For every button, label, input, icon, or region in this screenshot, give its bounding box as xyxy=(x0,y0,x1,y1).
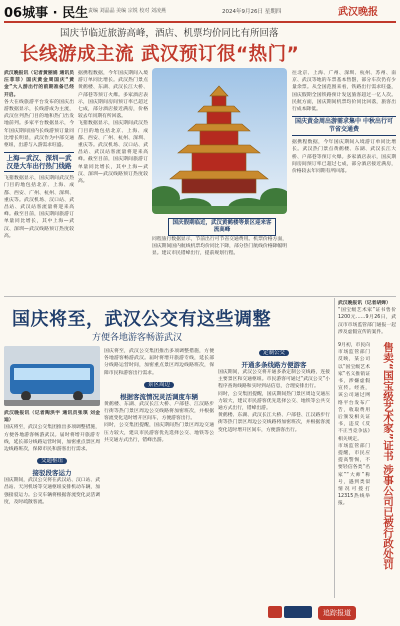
newspaper-logo: 武汉晚报 xyxy=(338,7,378,18)
story-subhead: 根据客流情况灵活调度车辆 xyxy=(120,392,198,401)
story-subhead: 接驳段客运力 xyxy=(32,469,72,478)
yellow-crane-tower-photo xyxy=(152,68,287,214)
wuhan-evening-news-logo xyxy=(268,604,312,620)
bus-photo xyxy=(4,346,100,406)
story-byline: 武汉晚报讯（记者黄丽娟 通讯员汪菲菲）国庆黄金周国庆“黄金”大人游出行的前期准备已经开启。 xyxy=(4,71,74,98)
story-column-2 xyxy=(78,70,148,290)
section-title: 06城事 · 民生 xyxy=(4,6,89,21)
story-subhead: 国庆黄金周出游需求集中 中秋出行可节省交通费 xyxy=(292,116,396,136)
sidebar-byline: 武汉晚报讯（记者胡婵） xyxy=(338,301,391,306)
story-kicker: 国庆节临近旅游高峰，酒店、机票均价同比有所回落 xyxy=(60,28,279,39)
story-paragraph: 黄鹤楼、东湖、武汉长江大桥、户部巷、江汉路步行街等热门景区周边公交线路将加密班次，并根据客流变化适时增开区间车，方便游客出行。 xyxy=(104,401,214,422)
bus-column-2 xyxy=(104,348,214,600)
story-column-1 xyxy=(4,70,74,290)
story-paragraph: 飞猪数据显示，国庆期间武汉热门目的地包括北京、上海、成都、西安、广州、杭州、深圳、重庆等。武汉机场、汉口站、武昌站、武汉站客流量将迎来高峰。截至目前，国庆期间旅游订单量同比增长，其中上海—武汉、深圳—武汉线路预订热度较高。 xyxy=(78,121,148,185)
sidebar-paragraph: 市场监管部门提醒，市民应提高警惕，不要轻信各类“名家”“大师”称号，遇到类似情况可拨打12315热线举报。 xyxy=(338,443,370,507)
story-paragraph: 黄鹤楼、东湖、武汉长江大桥、户部巷、江汉路步行街等热门景区周边公交线路将加密班次，并根据客流变化适时增开区间车，方便游客出行。 xyxy=(218,413,330,433)
story-subhead: 开通多条线路方便游客 xyxy=(241,361,307,369)
follow-up-report-button[interactable]: 追踪报道 xyxy=(318,606,356,620)
story-paragraph: 国庆将至，武汉公交集团推出多项调整措施，方便各地游客畅游武汉。届时将增开旅游专线，延长部分线路运营时间，加密重点景区周边线路班次，保障市民和游客出行需求。 xyxy=(4,425,100,453)
bus-story-subtitle: 方便各地游客畅游武汉 xyxy=(92,333,183,343)
issue-date: 2024年9月26日 星期四 xyxy=(222,9,282,15)
story-paragraph: 据携程数据，今年国庆期间入境游订单同比增长。武汉热门景点黄鹤楼、东湖、武汉长江大桥、户部巷等预订火爆。多家酒店表示，国庆期间房间预订率已超过七成，部分酒店接近满房，价格较去年同期有所回落。 xyxy=(78,71,148,120)
story-paragraph: 国庆将至，武汉公交集团推出多项调整措施，方便各地游客畅游武汉。届时将增开旅游专线，延长部分线路运营时间，加密重点景区周边线路班次，保障市民和游客出行需求。 xyxy=(104,349,214,376)
story-paragraph: 飞猪数据显示，国庆期间武汉热门目的地包括北京、上海、成都、西安、广州、杭州、深圳、重庆等。武汉机场、汉口站、武昌站、武汉站客流量将迎来高峰。截至目前，国庆期间旅游订单量同比增长，其中上海—武汉、深圳—武汉线路预订热度较高。 xyxy=(4,176,74,239)
section-pill-hub: 交通枢纽 xyxy=(37,458,67,464)
story-paragraph: 各大在线旅游平台发布的国庆出游数据显示，长线游成为主流，武汉位列热门目的地和热门出发地前列。多家平台数据显示，今年国庆期间国内长线游预订量同比增长明显，武汉作为中部交通枢纽，出游与入游需求旺盛。 xyxy=(4,99,74,149)
header-divider xyxy=(4,21,396,23)
sidebar-body xyxy=(338,342,370,598)
sidebar-headline: 售卖“国宝级艺术家”证书 涉事公司已被行政处罚 xyxy=(382,342,394,570)
editor-credits: 责编 刘晶晶 美编 宗锐 校对 刘凌燕 xyxy=(88,8,166,14)
story-paragraph: 往北京、上海、广州、深圳、杭州、苏州、南京、武汉等地的车票基本售罄，部分车次仍有少量余票。从全国范围来看，铁路出行需求旺盛，国庆假期全国铁路预计发送旅客超过一亿人次。民航方面，国庆期间机票均价同比回落，旅客出行成本降低。 xyxy=(292,71,396,113)
sidebar-paragraph: “国宝级艺术家”证书售价1200元……9月26日，武汉市市场监管部门通报一起涉及虚假宣传的案件。 xyxy=(338,308,396,335)
story-byline: 武汉晚报讯（记者陶洪宇 通讯员张琪 刘金迪） xyxy=(4,411,100,424)
photo-caption: 国庆假期临近，武汉黄鹤楼等景区迎来客流高峰 xyxy=(168,218,276,236)
page-header xyxy=(0,0,400,22)
section-pill-custom: 定制公交 xyxy=(259,350,289,356)
story-column-4 xyxy=(292,70,396,292)
section-divider xyxy=(4,296,396,297)
bus-story-headline: 国庆将至，武汉公交有这些调整 xyxy=(12,309,271,330)
story-paragraph: 同时，公交集团提醒，国庆期间热门景区周边交通压力较大，建议市民游客优先选择公交、地铁等公共交通方式出行，错峰出游。 xyxy=(218,391,330,412)
bus-column-1 xyxy=(4,410,100,600)
sidebar-paragraph: 9月初，市民向市场监管部门反映，某公司以“国宝级艺术家”名义推销证书，涉嫌虚假宣传。经查，该公司通过网络平台发布广告，收取费用后颁发相关证书，违反《反不正当竞争法》相关规定。 xyxy=(338,343,370,442)
story-headline: 长线游成主流 武汉预订很“热门” xyxy=(20,44,300,65)
story-paragraph: 国庆期间，武汉公交将开通多条定制公交线路，连接主要景区和交通枢纽。市民游客可通过“武汉公交”小程序查询线路和实时到站信息，合理安排出行。 xyxy=(218,370,330,390)
story-column-3 xyxy=(152,236,287,292)
story-paragraph: 据携程数据，今年国庆期间入境游订单同比增长。武汉热门景点黄鹤楼、东湖、武汉长江大桥、户部巷等预订火爆。多家酒店表示，国庆期间房间预订率已超过七成，部分酒店接近满房，价格较去年同期有所回落。 xyxy=(292,140,396,175)
bus-column-3 xyxy=(218,348,330,600)
bus-illustration xyxy=(4,346,100,406)
story-paragraph: 同时，公交集团提醒，国庆期间热门景区周边交通压力较大，建议市民游客优先选择公交、地铁等公共交通方式出行，错峰出游。 xyxy=(104,423,214,443)
story-subhead: 上海—武汉、深圳—武汉是大车出行热门线路 xyxy=(4,152,74,172)
section-pill-scenic: 景区周边 xyxy=(144,382,174,388)
sidebar-intro xyxy=(338,300,396,340)
story-paragraph: 同程旅行数据显示，节前出行可节省交通费用。机票价格方面，国庆期间国内航线机票均价同比下降，部分热门航线价格降幅明显。建议市民错峰出行，提前规划行程。 xyxy=(152,237,287,257)
tower-illustration xyxy=(152,68,287,214)
story-paragraph: 国庆期间，武汉公交将在武汉站、汉口站、武昌站、天河机场等交通枢纽安排机动车辆，加强接驳运力。公交车辆将根据客流变化灵活调度，及时疏散客流。 xyxy=(4,478,100,505)
